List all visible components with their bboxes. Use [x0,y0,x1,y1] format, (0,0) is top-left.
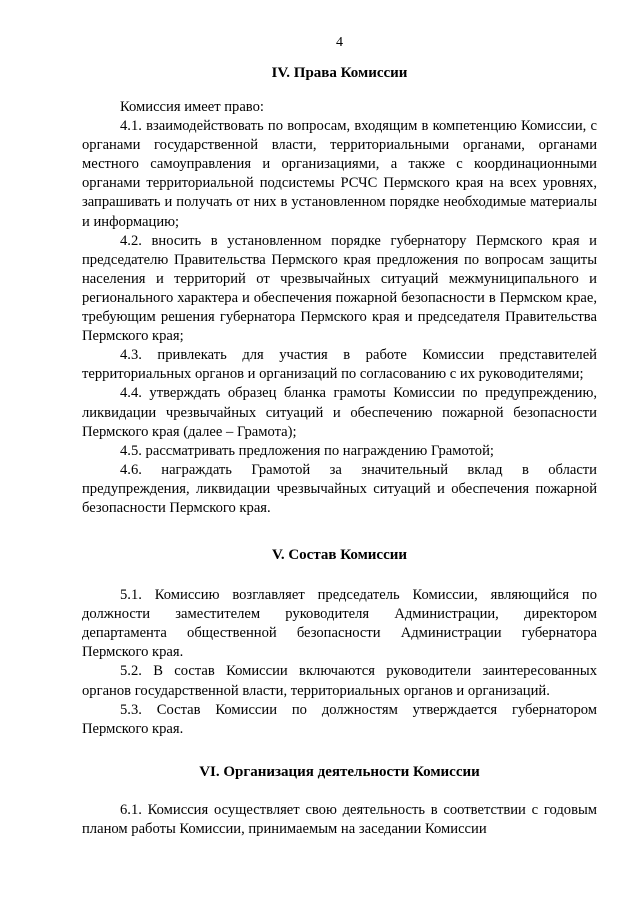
clause-6-1: 6.1. Комиссия осуществляет свою деятельность в соответствии с годовым планом работы Комиссии, принимаемым на заседании Комиссии [82,801,597,837]
clause-4-2: 4.2. вносить в установленном порядке губернатору Пермского края и председателю Правительства Пермского края предложения по вопросам защиты населения и территорий от чрезвычайных ситуаций межмуниципального и регионального характера и обеспечения пожарной безопасности в Пермском крае, требующим решения губернатора Пермского края и председателя Правительства Пермского края; [82,232,597,345]
page-number: 4 [336,35,343,50]
section-heading-rights: IV. Права Комиссии [271,65,408,81]
clause-4-3: 4.3. привлекать для участия в работе Комиссии представителей территориальных органов и организаций по согласованию с их руководителями; [82,347,597,383]
clause-4-4: 4.4. утверждать образец бланка грамоты Комиссии по предупреждению, ликвидации чрезвычайных ситуаций и обеспечению пожарной безопасности Пермского края (далее – Грамота); [82,385,597,440]
section-heading-composition: V. Состав Комиссии [271,547,408,564]
clause-5-3: 5.3. Состав Комиссии по должностям утверждается губернатором Пермского края. [82,701,597,737]
clause-4-1: 4.1. взаимодействовать по вопросам, входящим в компетенцию Комиссии, с органами государственной власти, территориальными органами, органами местного самоуправления и организациями, а также с координационными органами территориальной подсистемы РСЧС Пермского края на всех уровнях, запрашивать и получать от них в установленном порядке необходимые материалы и информацию; [82,118,597,230]
rights-intro: Комиссия имеет право: [120,99,264,115]
clause-5-2: 5.2. В состав Комиссии включаются руководители заинтересованных органов государственной власти, территориальных органов и организаций. [82,663,597,699]
section-heading-organization: VI. Организация деятельности Комиссии [199,763,480,780]
document-page [82,36,597,839]
clause-4-6: 4.6. награждать Грамотой за значительный вклад в области предупреждения, ликвидации чрезвычайных ситуаций и обеспечения пожарной безопасности Пермского края. [82,461,597,516]
clause-4-5: 4.5. рассматривать предложения по награждению Грамотой; [120,442,494,459]
clause-5-1: 5.1. Комиссию возглавляет председатель Комиссии, являющийся по должности заместителем руководителя Администрации, директором департамента общественной безопасности Администрации губернатора Пермского края. [82,587,597,661]
